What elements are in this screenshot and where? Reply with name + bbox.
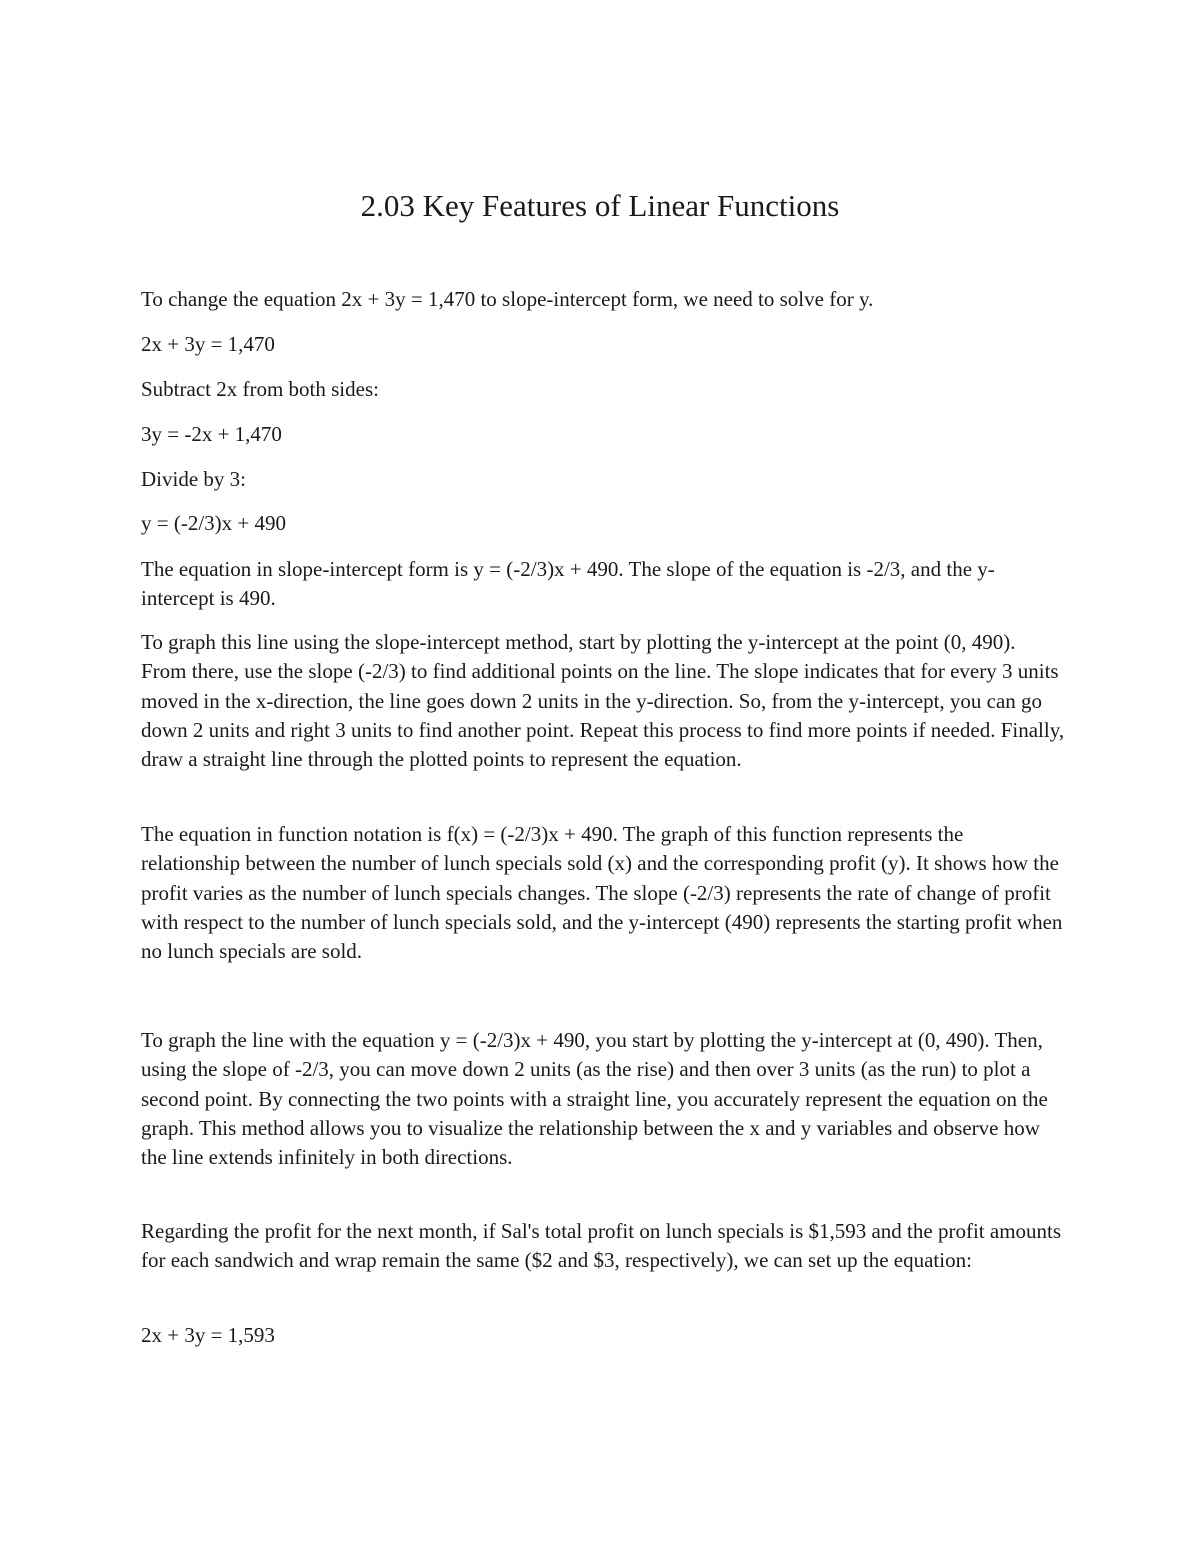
step-divide: Divide by 3: [141, 467, 246, 491]
document-title: 2.03 Key Features of Linear Functions [360, 188, 840, 223]
next-month-profit-paragraph: Regarding the profit for the next month, if Sal's total profit on lunch specials is $1,593 and the profit amounts for each sandwich and wrap remain the same ($2 and $3, respectively), we can set up the equation: [141, 1219, 1062, 1273]
function-notation-paragraph: The equation in function notation is f(x) = (-2/3)x + 490. The graph of this function represents the relationship between the number of lunch specials sold (x) and the corresponding profit (y). It shows how the profit varies as the number of lunch specials changes. The slope (-2/3) represents the rate of change of profit with respect to the number of lunch specials sold, and the y-intercept (490) represents the starting profit when no lunch specials are sold. [141, 822, 1063, 964]
step-subtract: Subtract 2x from both sides: [141, 377, 379, 401]
equation-original: 2x + 3y = 1,470 [141, 332, 275, 356]
equation-next-month: 2x + 3y = 1,593 [141, 1323, 275, 1347]
equation-result: y = (-2/3)x + 490 [141, 511, 287, 535]
equation-step-1: 3y = -2x + 1,470 [141, 422, 282, 446]
slope-intercept-summary: The equation in slope-intercept form is y = (-2/3)x + 490. The slope of the equation is -2/3, and the y-intercept is 490. [141, 557, 995, 611]
graphing-method-paragraph: To graph this line using the slope-intercept method, start by plotting the y-intercept at the point (0, 490). From there, use the slope (-2/3) to find additional points on the line. The slope indicates that for every 3 units moved in the x-direction, the line goes down 2 units in the y-direction. So, from the y-intercept, you can go down 2 units and right 3 units to find another point. Repeat this process to find more points if needed. Finally, draw a straight line through the plotted points to represent the equation. [141, 630, 1065, 772]
intro-paragraph: To change the equation 2x + 3y = 1,470 to slope-intercept form, we need to solve for y. [141, 287, 874, 311]
graphing-line-paragraph: To graph the line with the equation y = (-2/3)x + 490, you start by plotting the y-intercept at (0, 490). Then, using the slope of -2/3, you can move down 2 units (as the rise) and then over 3 units (as the run) to plot a second point. By connecting the two points with a straight line, you accurately represent the equation on the graph. This method allows you to visualize the relationship between the x and y variables and observe how the line extends infinitely in both directions. [141, 1028, 1048, 1170]
